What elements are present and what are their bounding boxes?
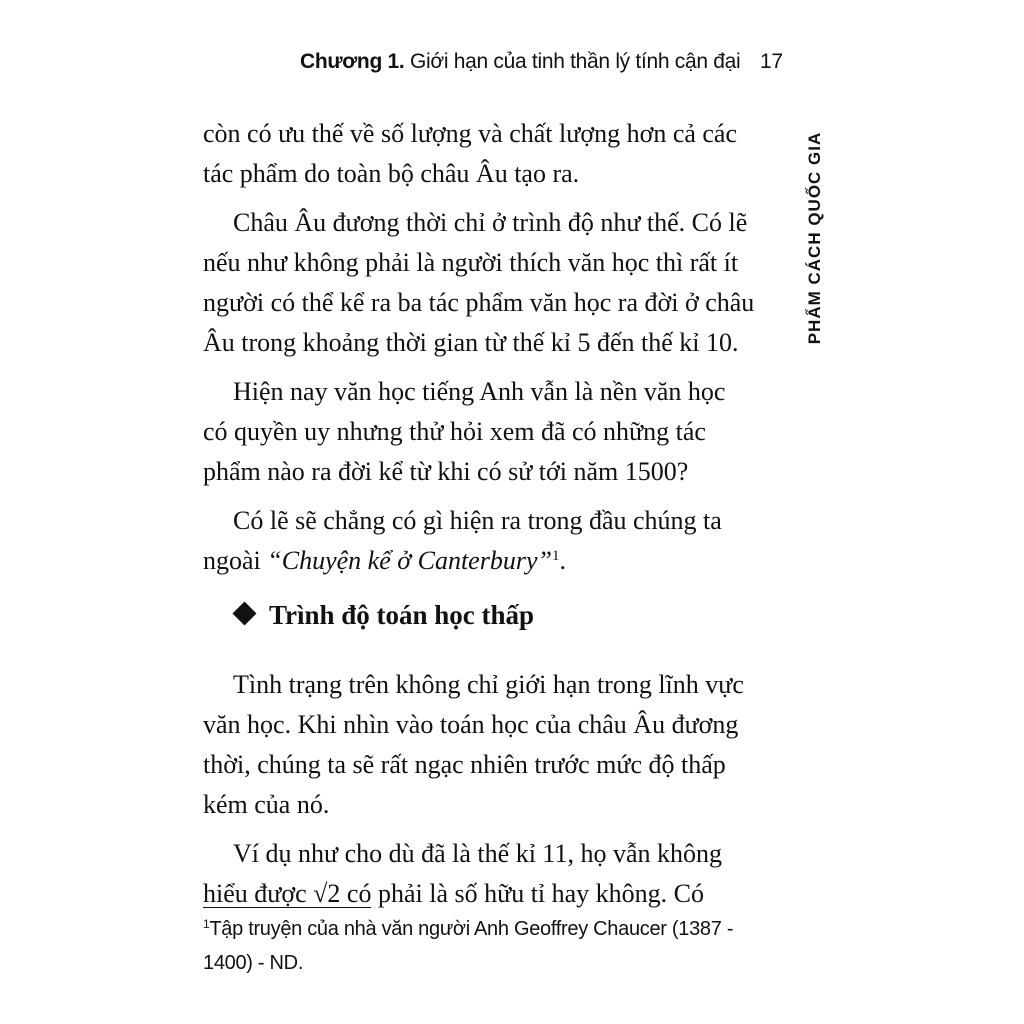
footnote-divider (203, 907, 371, 908)
footnote-text: Tập truyện của nhà văn người Anh Geoffrey Chaucer (1387 - (209, 918, 734, 940)
text-fragment: ngoài (203, 546, 268, 575)
text-line: Có lẽ sẽ chẳng có gì hiện ra trong đầu chúng ta (233, 506, 722, 535)
text-line: Tình trạng trên không chỉ giới hạn trong lĩnh vực (233, 670, 744, 699)
text-line: có quyền uy nhưng thử hỏi xem đã có những tác (203, 417, 706, 446)
book-title: “Chuyện kể ở Canterbury” (267, 546, 552, 575)
text-line: hiểu được √2 có phải là số hữu tỉ hay không. Có (203, 879, 705, 908)
text-line: nếu như không phải là người thích văn học thì rất ít (203, 248, 739, 277)
text-line: văn học. Khi nhìn vào toán học của châu Âu đương (203, 710, 739, 739)
text-fragment: . (559, 546, 566, 575)
chapter-label: Chương 1. (300, 50, 405, 73)
text-line: kém của nó. (203, 790, 330, 819)
text-line: thời, chúng ta sẽ rất ngạc nhiên trước mức độ thấp (203, 750, 726, 779)
text-line: phẩm nào ra đời kể từ khi có sử tới năm 1500? (203, 457, 689, 486)
footnote (203, 912, 783, 980)
page-number: 17 (759, 50, 783, 73)
text-line: người có thể kể ra ba tác phẩm văn học ra đời ở châu (203, 288, 755, 317)
side-label-text: PHẨM CÁCH QUỐC GIA (805, 131, 824, 344)
chapter-title: Giới hạn của tinh thần lý tính cận đại (409, 50, 741, 73)
section-heading-text: Trình độ toán học thấp (269, 600, 535, 630)
section-heading (232, 600, 534, 631)
text-line: Hiện nay văn học tiếng Anh vẫn là nền văn học (233, 377, 726, 406)
text-line: Châu Âu đương thời chỉ ở trình độ như thế. Có lẽ (233, 208, 748, 237)
side-label (795, 131, 835, 344)
footnote-line (203, 912, 783, 946)
text-line: Ví dụ như cho dù đã là thế kỉ 11, họ vẫn không (233, 839, 722, 868)
running-header (300, 50, 800, 74)
body-text (203, 114, 783, 581)
footnote-line: 1400) - ND. (203, 952, 304, 974)
body-text-section (203, 665, 783, 914)
text-line: Âu trong khoảng thời gian từ thế kỉ 5 đến thế kỉ 10. (203, 328, 739, 357)
diamond-bullet-icon (232, 601, 256, 625)
text-line: còn có ưu thế về số lượng và chất lượng hơn cả các (203, 119, 738, 148)
text-line (203, 541, 783, 581)
footnote-reference[interactable]: 1 (551, 548, 560, 564)
text-line: tác phẩm do toàn bộ châu Âu tạo ra. (203, 159, 580, 188)
footnote-marker: 1 (203, 917, 210, 931)
